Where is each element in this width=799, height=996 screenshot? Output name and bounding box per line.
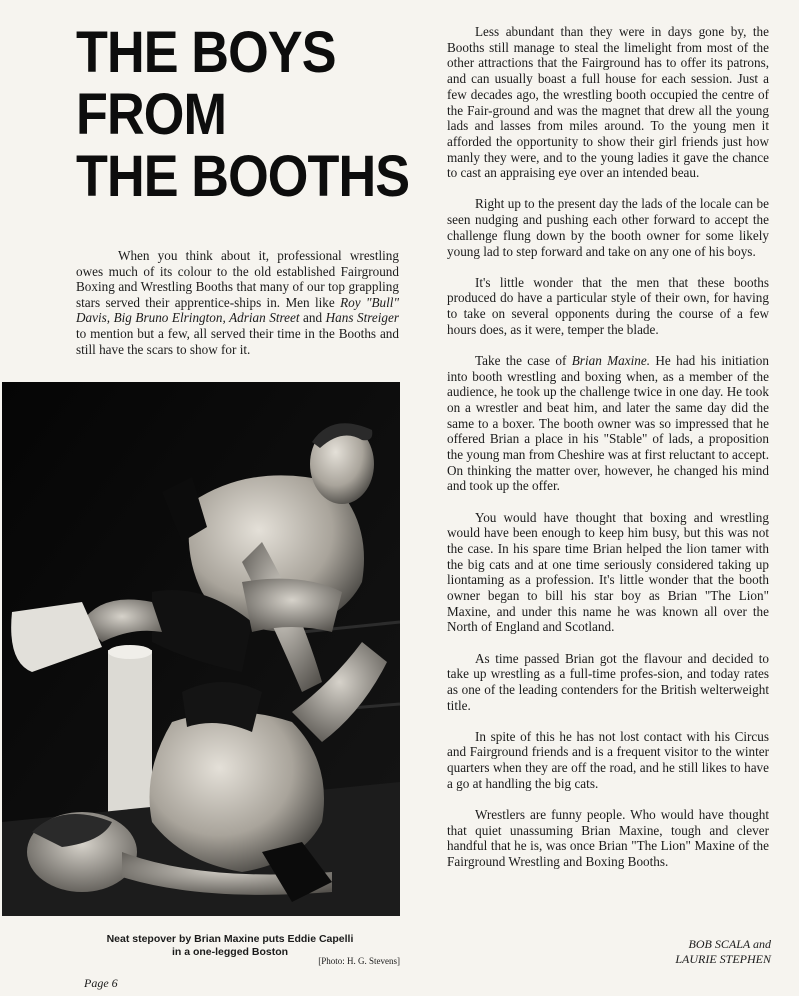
title-line-3: THE BOOTHS [76,144,410,209]
body-paragraph-7: In spite of this he has not lost contact with his Circus and Fairground friends and is a frequent visitor to the winter quarters when they are off the road, and he still likes to have a go at handling the big cats. [447,728,769,791]
photo-caption [60,933,400,966]
brian-maxine-name: Brian Maxine. [571,352,651,368]
title-line-1: THE BOYS [76,20,336,85]
body-paragraph-5: You would have thought that boxing and wrestling would have been enough to keep him busy, but this was not the case. In his spare time Brian helped the lion tamer with the big cats and at one time seriously considered taking up liontaming as a profession. It's little wonder that the booth owner began to bill his star boy as Brian "The Lion" Maxine, and under this name he was known all over the North of England and Scotland. [447,509,769,635]
intro-paragraph: When you think about it, professional wrestling owes much of its colour to the old established Fairground Boxing and Wrestling Booths that many of our top grappling stars served their apprentice-ships in. Men like Roy "Bull" Davis, Big Bruno Elrington, Adrian Street and Hans Streiger to mention but a few, all served their time in the Booths and still have the scars to show for it. [76,248,399,357]
caption-line-1: Neat stepover by Brian Maxine puts Eddie Capelli [106,933,354,945]
page-number: Page 6 [84,976,118,990]
body-paragraph-1: Less abundant than they were in days gone by, the Booths still manage to steal the limelight from most of the other attractions that the Fairground has to offer its patrons, and can usually boast a full house for each session. Just a few decades ago, the wrestling booth occupied the centre of the Fair-ground and was the magnet that drew all the young lads and lasses from miles around. To the young men it afforded the opportunity to show their girl friends just how manly they were, and to the young ladies it gave the chance to cast an appraising eye over an intended beau. [447,24,769,181]
article-title [76,20,410,209]
body-paragraph-3: It's little wonder that the men that these booths produced do have a particular style of their own, for having to take on several opponents during the course of a few hours does, as it were, temper the blade. [447,274,769,337]
body-paragraph-4: Take the case of Brian Maxine. He had his initiation into booth wrestling and boxing when, as a member of the audience, he took up the challenge twice in one day. He took on a wrestler and beat him, and later the same day did the same to a boxer. The booth owner was so impressed that he offered Brian a place in his "Stable" of lads, a proposition the young man from Cheshire was at first reluctant to accept. On thinking the matter over, however, he changed his mind and took up the offer. [447,352,769,494]
intro-names-2: Hans Streiger [325,310,399,326]
body-paragraph-8: Wrestlers are funny people. Who would have thought that quiet unassuming Brian Maxine, tough and clever handful that he is, was once Brian "The Lion" Maxine of the Fairground Wrestling and Boxing Booths. [447,806,769,870]
caption-line-2: in a one-legged Boston [171,945,289,958]
wrestling-photo [2,382,400,916]
byline-line-2: LAURIE STEPHEN [675,952,771,966]
title-line-2: FROM [76,82,227,147]
byline [675,937,771,967]
byline-line-1: BOB SCALA and [688,937,771,951]
intro-names-1: Roy "Bull" Davis, Big Bruno Elrington, Adrian Street [76,294,399,326]
body-paragraph-6: As time passed Brian got the flavour and decided to take up wrestling as a full-time profes-sion, and today rates as one of the leading contenders for the British welterweight title. [447,650,769,713]
photo-credit: [Photo: H. G. Stevens] [318,956,400,966]
article-body [447,24,769,885]
body-paragraph-2: Right up to the present day the lads of the locale can be seen nudging and pushing each other forward to accept the challenge flung down by the booth owner for some likely young lad to step forward and take on any one of his boys. [447,196,769,259]
